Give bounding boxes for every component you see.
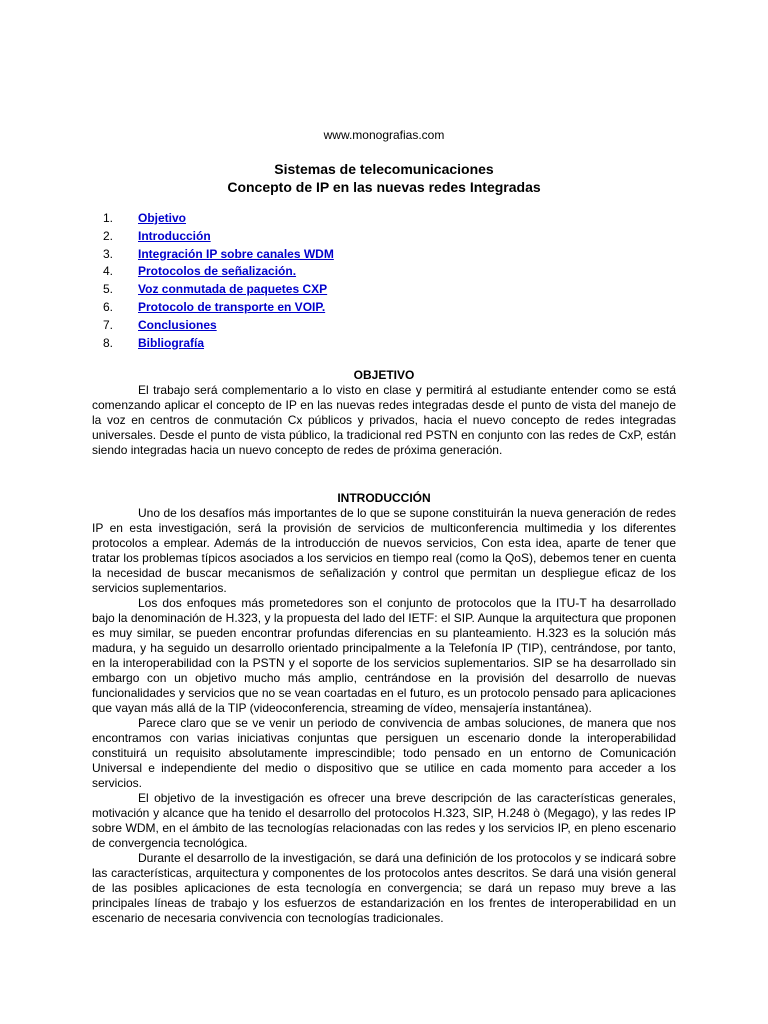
introduccion-heading: INTRODUCCIÓN: [337, 491, 431, 505]
toc-link-introduccion[interactable]: Introducción: [138, 228, 211, 243]
toc-link-conclusiones[interactable]: Conclusiones: [138, 317, 217, 332]
toc-link-protocolos-senalizacion[interactable]: Protocolos de señalización.: [138, 264, 297, 279]
toc-number: 4.: [103, 264, 114, 279]
toc-number: 3.: [103, 246, 114, 261]
introduccion-paragraph: Durante el desarrollo de la investigación, se dará una definición de los protocolos y se indicará sobre las características, arquitectura y componentes de los protocolos antes descritos. Se dará una visión general de las posibles aplicaciones de esta tecnología en convergencia; se dará un repaso muy breve a las principales líneas de trabajo y los esfuerzos de estandarización en los frentes de interoperabilidad en un escenario de necesaria convivencia con tecnologías tradicionales.: [92, 851, 676, 925]
toc-link-integracion-ip[interactable]: Integración IP sobre canales WDM: [138, 246, 334, 261]
site-url: www.monografias.com: [323, 128, 445, 142]
toc-link-objetivo[interactable]: Objetivo: [138, 211, 187, 225]
toc-item: [103, 335, 334, 353]
toc-link-bibliografia[interactable]: Bibliografía: [138, 335, 205, 350]
toc-item: [103, 317, 334, 335]
title-line-1: Sistemas de telecomunicaciones: [274, 161, 494, 177]
toc-link-voz-conmutada[interactable]: Voz conmutada de paquetes CXP: [138, 282, 328, 297]
objetivo-paragraph: El trabajo será complementario a lo visto en clase y permitirá al estudiante entender como se está comenzando aplicar el concepto de IP en las nuevas redes integradas desde el punto de vista del manejo de la voz en centros de conmutación Cx públicos y privados, hacia el nuevo concepto de redes integradas universales. Desde el punto de vista público, la tradicional red PSTN en conjunto con las redes de CxP, están siendo integradas hacia un nuevo concepto de redes de próxima generación.: [92, 383, 676, 457]
toc-item: [103, 299, 334, 317]
toc-item: [103, 246, 334, 264]
toc-number: 2.: [103, 228, 114, 243]
objetivo-heading: OBJETIVO: [353, 368, 415, 382]
introduccion-paragraph: Parece claro que se ve venir un periodo de convivencia de ambas soluciones, de manera que nos encontramos con varias iniciativas conjuntas que persiguen un escenario donde la interoperabilidad constituirá un requisito absolutamente imprescindible; todo pensado en un entorno de Comunicación Universal e independiente del medio o dispositivo que se utilice en cada momento para acceder a los servicios.: [92, 716, 676, 790]
toc-item: [103, 281, 334, 299]
toc-number: 8.: [103, 335, 114, 350]
toc-number: 1.: [103, 211, 114, 225]
toc-number: 5.: [103, 282, 114, 297]
toc-item: [103, 210, 334, 228]
introduccion-paragraph: Los dos enfoques más prometedores son el conjunto de protocolos que la ITU-T ha desarrollado bajo la denominación de H.323, y la propuesta del lado del IETF: el SIP. Aunque la arquitectura que proponen es muy similar, se pueden encontrar profundas diferencias en su planteamiento. H.323 es la solución más madura, y ha seguido un desarrollo orientado principalmente a la Telefonía IP (TIP), centrándose, por tanto, en la interoperabilidad con la PSTN y el soporte de los servicios suplementarios. SIP se ha desarrollado sin embargo con un objetivo mucho más amplio, centrándose en la provisión del desarrollo de nuevas funcionalidades y servicios que no se vean coartadas en el futuro, es un protocolo pensado para aplicaciones que vayan más allá de la TIP (videoconferencia, streaming de vídeo, mensajería instantánea).: [92, 596, 676, 715]
introduccion-paragraph: Uno de los desafíos más importantes de lo que se supone constituirán la nueva generación de redes IP en esta investigación, será la provisión de servicios de multiconferencia multimedia y los diferentes protocolos a emplear. Además de la introducción de nuevos servicios, Con esta idea, aparte de tener que tratar los problemas típicos asociados a los servicios en tiempo real (como la QoS), debemos tener en cuenta la necesidad de buscar mecanismos de señalización y control que permitan un despliegue eficaz de los servicios suplementarios.: [92, 506, 676, 595]
objetivo-section: [92, 383, 676, 458]
toc-number: 7.: [103, 317, 114, 332]
toc-number: 6.: [103, 299, 114, 314]
table-of-contents: [103, 210, 334, 352]
introduccion-paragraph: El objetivo de la investigación es ofrecer una breve descripción de las características generales, motivación y alcance que ha tenido el desarrollo del protocolos H.323, SIP, H.248 ò (Megago), y las redes IP sobre WDM, en el ámbito de las tecnologías relacionadas con las redes y los servicios IP, en pleno escenario de convergencia tecnológica.: [92, 791, 676, 850]
title-line-2: Concepto de IP en las nuevas redes Integradas: [227, 179, 541, 195]
toc-item: [103, 228, 334, 246]
document-title: [0, 160, 768, 196]
toc-item: [103, 263, 334, 281]
introduccion-section: [92, 506, 676, 926]
toc-link-protocolo-transporte[interactable]: Protocolo de transporte en VOIP.: [138, 299, 326, 314]
